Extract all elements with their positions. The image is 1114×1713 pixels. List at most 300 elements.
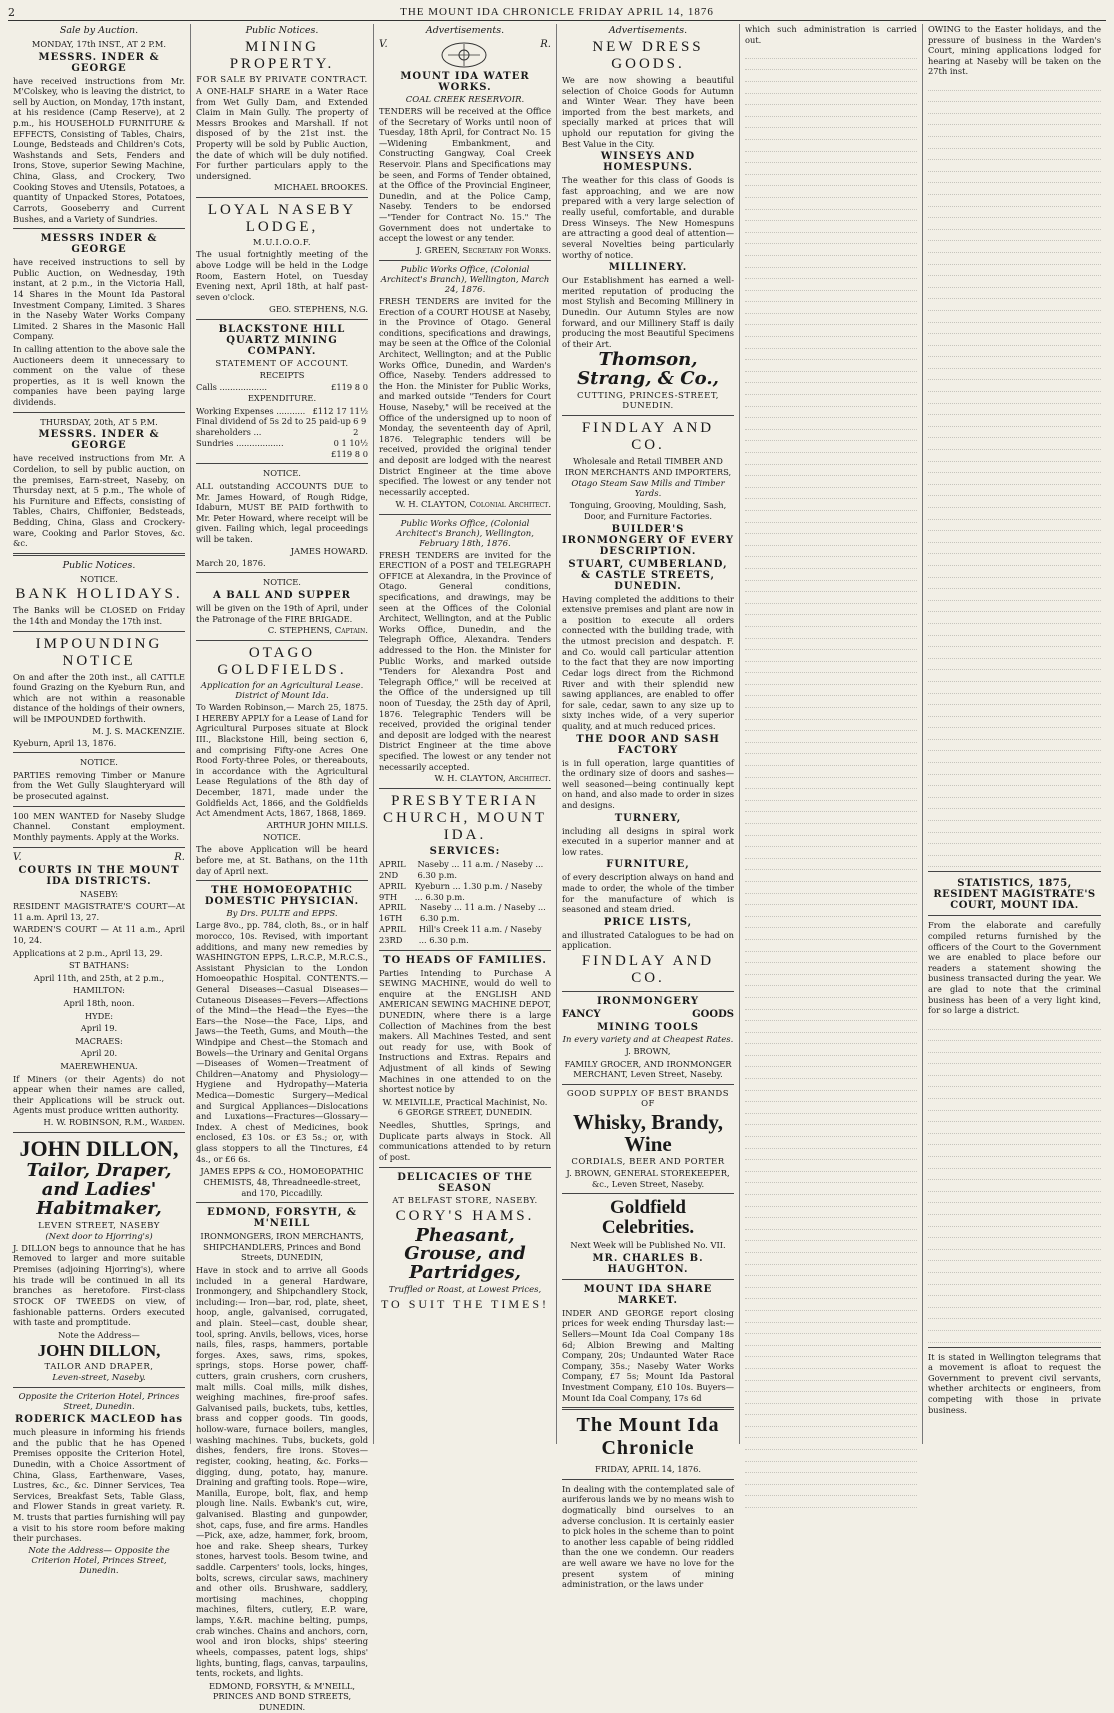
news-text-block xyxy=(928,79,1101,867)
text-line xyxy=(745,94,917,106)
text-line xyxy=(745,349,917,361)
notice-heading: NOTICE. xyxy=(263,831,301,842)
turnery-title: TURNERY, xyxy=(614,812,682,824)
lodge-body: The usual fortnightly meeting of the above Lodge will be held in the Lodge Room, Eastern Hotel, on Tuesday Evening next, April 18th, at half past-seven o'clock. xyxy=(196,249,368,302)
text-line xyxy=(745,928,917,940)
text-line xyxy=(928,1227,1101,1239)
text-line xyxy=(928,717,1101,729)
findlay-title: FINDLAY AND CO. xyxy=(581,420,715,454)
text-line xyxy=(928,751,1101,763)
text-line xyxy=(928,1250,1101,1262)
text-line xyxy=(928,496,1101,508)
text-line xyxy=(745,836,917,848)
text-line xyxy=(745,952,917,964)
text-line xyxy=(928,299,1101,311)
thomson-title: Thomson, Strang, & Co., xyxy=(577,349,719,390)
text-line xyxy=(928,612,1101,624)
text-line xyxy=(928,520,1101,532)
courts-place: MAEREWHENUA. xyxy=(60,1061,138,1072)
text-line xyxy=(745,175,917,187)
delicacies-hams: CORY'S HAMS. xyxy=(395,1207,535,1224)
tenders-body: TENDERS will be received at the Office of the Secretary of Works until noon of Tuesday, 18th April, for Contract No. 15—Widening Embankment, and Constructing Gangway, Coal Creek Reservoir. Plans and Specifications may be seen, and Forms of Tender obtained, at the Office of the Provincial Engineer, Dunedin, and at the Police Camp, Naseby. Tenders to be endorsed—"Tender for Contract No. 15." The Government does not undertake to accept the lowest or any tender. xyxy=(379,106,551,244)
text-line xyxy=(745,499,917,511)
courts-note: If Miners (or their Agents) do not appear when their names are called, their Applications will be struck out. Agents must produce written authority. xyxy=(13,1073,185,1116)
text-line xyxy=(928,357,1101,369)
text-line xyxy=(745,534,917,546)
text-line xyxy=(745,210,917,222)
impounding-body: On and after the 20th inst., all CATTLE found Grazing on the Kyeburn Run, and which are not within a reasonable distance of the holdings of their owners, will be IMPOUNDED forthwith. xyxy=(13,671,185,725)
expenditure-line: Final dividend of 5s 2d to 25 paid-up shareholders ... 6 9 2 xyxy=(196,416,367,438)
celebrities-name: MR. CHARLES B. HAUGHTON. xyxy=(592,1252,704,1275)
text-line xyxy=(745,70,917,82)
text-line xyxy=(745,708,917,720)
courts-line: Applications at 2 p.m., April 13, 29. xyxy=(13,947,163,958)
text-line xyxy=(928,438,1101,450)
auction-body: have received instructions from Mr. A Cordelion, to sell by public auction, on the premises, Earn-street, Naseby, on Thursday next, at 5 p.m., The whole of his Furniture and Effects, consisting of Tables, Chairs, Chiffonier, Bedsteads, Bedding, China, Glass and Crockery-ware, Cooking and Parlor Stoves, &c. &c. xyxy=(13,453,185,549)
text-line xyxy=(745,905,917,917)
paper-title: The Mount Ida Chronicle xyxy=(576,1414,720,1460)
text-line xyxy=(928,114,1101,126)
text-line xyxy=(745,395,917,407)
text-line xyxy=(745,546,917,558)
text-line xyxy=(928,311,1101,323)
text-line xyxy=(745,1311,917,1323)
editorial-text-block xyxy=(745,47,917,1508)
text-line xyxy=(928,1157,1101,1169)
text-line xyxy=(928,404,1101,416)
text-line xyxy=(745,847,917,859)
text-line xyxy=(745,754,917,766)
courts-place: NASEBY: xyxy=(79,888,119,899)
text-line xyxy=(928,1308,1101,1320)
text-line xyxy=(745,383,917,395)
text-line xyxy=(928,1203,1101,1215)
text-line xyxy=(928,450,1101,462)
vr-line: V. R. xyxy=(13,851,185,863)
text-line xyxy=(928,195,1101,207)
text-line xyxy=(745,140,917,152)
men-wanted-notice: 100 MEN WANTED for Naseby Sludge Channel. Constant employment. Monthly payments. Apply at the Works. xyxy=(13,810,185,842)
text-line xyxy=(928,1331,1101,1343)
forsyth-signature: EDMOND, FORSYTH, & M'NEILL, PRINCES AND BOND STREETS, DUNEDIN. xyxy=(209,1680,355,1712)
text-line xyxy=(745,824,917,836)
auction-body: have received instructions to sell by Public Auction, on Wednesday, 19th instant, at 2 p.m., in the Victoria Hall, 14 Shares in the Mount Ida Pastoral Investment Company, Limited. 3 Shares in the Naseby Water Works Company Limited. 2 Shares in the Masonic Hall Company. xyxy=(13,257,185,342)
text-line xyxy=(745,696,917,708)
auction-title: MESSRS INDER & GEORGE xyxy=(40,233,158,256)
auction-note: In calling attention to the above sale the Auctioneers deem it unnecessary to comment on the value of these properties, as it is well known the companies have been paying large dividends. xyxy=(13,344,185,408)
text-line xyxy=(745,975,917,987)
header-title: THE MOUNT IDA CHRONICLE FRIDAY APRIL 14, 1876 xyxy=(400,6,714,18)
text-line xyxy=(745,766,917,778)
text-line xyxy=(928,682,1101,694)
editorial-start: In dealing with the contemplated sale of auriferous lands we by no means wish to dogmatically bind ourselves to an adverse conclusion. It is certainly easier to pick holes in the scheme than to point to another less capable of being riddled than the one we condemn. Our readers are well aware we have no love for the present system of mining administration, or the laws under xyxy=(562,1483,734,1590)
section-heading: Public Notices. xyxy=(245,25,319,36)
impounding-date: Kyeburn, April 13, 1876. xyxy=(13,737,117,748)
text-line xyxy=(745,1357,917,1369)
text-line xyxy=(928,102,1101,114)
text-line xyxy=(745,1392,917,1404)
text-line xyxy=(745,581,917,593)
text-line xyxy=(745,1114,917,1126)
text-line xyxy=(928,334,1101,346)
text-line xyxy=(745,314,917,326)
text-line xyxy=(745,1299,917,1311)
text-line xyxy=(745,1323,917,1335)
text-line xyxy=(745,1044,917,1056)
courts-place: HYDE: xyxy=(84,1010,114,1021)
text-line xyxy=(928,183,1101,195)
text-line xyxy=(928,1261,1101,1273)
column-5 xyxy=(740,24,923,1444)
delicacies-sub: AT BELFAST STORE, NASEBY. xyxy=(392,1195,538,1206)
water-works-sub: COAL CREEK RESERVOIR. xyxy=(405,95,525,105)
statistics-body: From the elaborate and carefully compiled returns furnished by the officers of the Court to the Government we are enabled to place before our readers a statement showing the business transacted during the year. We are glad to note that the criminal business has been of a very light kind, for so large a district. xyxy=(928,920,1101,1016)
statistics-title: STATISTICS, 1875, RESIDENT MAGISTRATE'S COURT, MOUNT IDA. xyxy=(933,878,1096,912)
text-line xyxy=(745,731,917,743)
text-line xyxy=(745,1496,917,1508)
tools-body: In every variety and at Cheapest Rates. xyxy=(562,1035,734,1046)
dress-title: NEW DRESS GOODS. xyxy=(592,39,704,72)
brown-address: J. BROWN, GENERAL STOREKEEPER, &c., Leven Street, Naseby. xyxy=(566,1168,730,1189)
price-body: and illustrated Catalogues to be had on application. xyxy=(562,929,734,951)
wincey-title: WINSEYS AND HOMESPUNS. xyxy=(600,151,696,174)
furniture-title: FURNITURE, xyxy=(606,859,690,871)
macleod-title: RODERICK MACLEOD has xyxy=(14,1414,184,1426)
text-line xyxy=(745,360,917,372)
text-line xyxy=(928,241,1101,253)
post-office-tender: FRESH TENDERS are invited for the ERECTION of a POST and TELEGRAPH OFFICE at Alexandra, in the Province of Otago. General conditions, specifications, and drawings, may be seen at the Offices of the Colonial Architect, Wellington, and at the Public Works Office, Dunedin, and the Telegraph Office, Alexandra. Tenders addressed to the Hon. the Minister for Public Works, and marked outside "Tenders for Alexandra Post and Telegraph Office," will be received at the Office of the undersigned up till noon of Tuesday, the 25th day of April, 1876. Telegraphic Tenders will be received, provided the original tender and deposit are lodged with the nearest District Engineer at the time above specified. The lowest or any tender not necessarily accepted. xyxy=(379,549,551,772)
courts-line: April 19. xyxy=(80,1023,118,1034)
text-line xyxy=(928,346,1101,358)
text-line xyxy=(928,554,1101,566)
text-line xyxy=(928,647,1101,659)
text-line xyxy=(745,1149,917,1161)
text-line xyxy=(745,1450,917,1462)
text-line xyxy=(745,882,917,894)
vr-line: V. R. xyxy=(379,39,551,69)
thomson-sub: CUTTING, PRINCES-STREET, DUNEDIN. xyxy=(577,391,719,412)
dillon-address-2: Leven-street, Naseby. xyxy=(52,1373,146,1384)
courts-line: April 20. xyxy=(80,1048,118,1059)
text-line xyxy=(745,1462,917,1474)
dillon-address: LEVEN STREET, NASEBY xyxy=(38,1220,160,1231)
church-title: PRESBYTERIAN CHURCH, MOUNT IDA. xyxy=(382,793,547,844)
text-line xyxy=(928,415,1101,427)
pwo-heading: Public Works Office, (Colonial Architect's Branch), Wellington, February 18th, 1876. xyxy=(396,518,534,549)
text-line xyxy=(745,128,917,140)
text-line xyxy=(745,1288,917,1300)
delicacies-fancy: Pheasant, Grouse, and Partridges, xyxy=(404,1224,526,1284)
accounts-body: ALL outstanding ACCOUNTS DUE to Mr. James Howard, of Rough Ridge, Idaburn, MUST BE PAID forthwith to Mr. Peter Howard, where receipt will be given. Failing which, legal proceedings will be taken. xyxy=(196,481,368,545)
dillon-name-2: JOHN DILLON, xyxy=(37,1341,161,1361)
text-line xyxy=(928,392,1101,404)
text-line xyxy=(745,1404,917,1416)
editorial-continuation: which such administration is carried out. xyxy=(745,24,917,45)
lodge-signature: GEO. STEPHENS, N.G. xyxy=(268,304,368,315)
courts-signature: H. W. ROBINSON, R.M., Warden. xyxy=(43,1118,185,1129)
text-line xyxy=(928,79,1101,91)
text-line xyxy=(745,1056,917,1068)
text-line xyxy=(745,1415,917,1427)
expenditure-heading: EXPENDITURE. xyxy=(247,392,317,403)
text-line xyxy=(745,279,917,291)
text-line xyxy=(745,812,917,824)
millinery-title: MILLINERY. xyxy=(608,262,688,274)
text-line xyxy=(928,636,1101,648)
text-line xyxy=(928,624,1101,636)
door-title: THE DOOR AND SASH FACTORY xyxy=(576,733,720,756)
text-line xyxy=(928,160,1101,172)
text-line xyxy=(928,809,1101,821)
text-line xyxy=(928,473,1101,485)
church-sub: SERVICES: xyxy=(429,846,501,858)
accounts-date: March 20, 1876. xyxy=(196,557,266,568)
text-line xyxy=(745,511,917,523)
text-line xyxy=(745,986,917,998)
text-line xyxy=(928,670,1101,682)
quartz-title: BLACKSTONE HILL QUARTZ MINING COMPANY. xyxy=(218,323,346,357)
text-line xyxy=(928,508,1101,520)
text-line xyxy=(928,1296,1101,1308)
whisky-title: Whisky, Brandy, Wine xyxy=(573,1109,723,1156)
homeopathic-body: Large 8vo., pp. 784, cloth, 8s., or in half morocco, 10s. Revised, with important additions, and many new remedies by WASHINGTON EPPS, L.R.C.P., M.R.C.S., Assistant Physician to the London Homoeopathic Hospital. CONTENTS.—General Diseases—Casual Diseases—Cutaneous Diseases—Fevers—Affections of the Mind—the Head—the Eyes—the Ears—the Nose—the Face, Lips, and Jaws—the Teeth, Gums, and Mouth—the Windpipe and Chest—the Stomach and Bowels—the Urinary and Genital Organs—Diseases of Women—Treatment of Children—Anatomy and Physiology—Hygiene and Hydropathy—Materia Medica—Domestic Surgery—Medical and Surgical Appliances—Dislocations and Luxations—Fractures—Glossary—Index. A chest of Medicines, book enclosed, £3 10s. or £3 5s.; or, with glass stoppers to all the Tinctures, £4 4s., or £6 6s. xyxy=(196,920,368,1164)
text-line xyxy=(928,1319,1101,1331)
macleod-note: Note the Address— Opposite the Criterion Hotel, Princes Street, Dunedin. xyxy=(28,1545,170,1576)
ironmongery-title: IRONMONGERY xyxy=(596,996,700,1008)
service-row: APRIL 16TH Naseby ... 11 a.m. / Naseby ... 6.30 p.m. xyxy=(379,902,546,924)
expenditure-line: Sundries .................. 0 1 10½ xyxy=(196,437,368,448)
text-line xyxy=(928,207,1101,219)
statistics-text-block xyxy=(928,1018,1101,1343)
auction-body: have received instructions from Mr. M'Colskey, who is leaving the district, to sell by Auction, on Monday, 17th instant, at his residence (Camp Reserve), at 2 p.m., his HOUSEHOLD FURNITURE & EFFECTS, Consisting of Tables, Chairs, Lounge, Bedsteads and Children's Cots, Washstands and Sets, Fenders and Irons, Stove, superior Sewing Machine, China, Glass, and Crockery, Two Cooking Stoves and Utensils, Potatoes, a quantity of Unpacked Stores, Potatoes, Carrots, Gooseberry and Current Bushes, and a Variety of Sundries. xyxy=(13,75,185,224)
royal-crest-icon xyxy=(434,39,494,69)
ball-title: A BALL AND SUPPER xyxy=(213,589,351,601)
cordials-line: CORDIALS, BEER AND PORTER xyxy=(571,1157,725,1167)
text-line xyxy=(745,337,917,349)
text-line xyxy=(928,1215,1101,1227)
text-line xyxy=(928,1122,1101,1134)
text-line xyxy=(745,163,917,175)
auction-title: MESSRS. INDER & GEORGE xyxy=(38,51,160,74)
auction-date: THURSDAY, 20th, AT 5 P.M. xyxy=(40,416,158,427)
ball-signature: C. STEPHENS, Captain. xyxy=(267,626,368,637)
furniture-body: of every description always on hand and made to order, the whole of the timber for the manufacture of which is seasoned and steam dried. xyxy=(562,872,734,915)
receipts-heading: RECEIPTS xyxy=(259,369,305,380)
court-house-signature: W. H. CLAYTON, Colonial Architect. xyxy=(395,499,551,510)
millinery-body: Our Establishment has earned a well-merited reputation of producing the most Stylish and Becoming Millinery in Dunedin. Our Autumn Styles are now forward, and our Millinery Staff is daily producing the most Beautiful Specimens of their Art. xyxy=(562,275,734,349)
expenditure-line: Working Expenses ........... £112 17 11½ xyxy=(196,405,368,416)
text-line xyxy=(745,592,917,604)
text-line xyxy=(928,276,1101,288)
dress-body: We are now showing a beautiful selection of Choice Goods for Autumn and Winter Wear. They have been imported from the best markets, and specially marked at prices that will uphold our reputation for giving the Best Value in the City. xyxy=(562,75,734,149)
text-line xyxy=(745,233,917,245)
goldfields-sub: Application for an Agricultural Lease. District of Mount Ida. xyxy=(200,681,364,702)
text-line xyxy=(745,1241,917,1253)
forsyth-body: Have in stock and to arrive all Goods included in a general Hardware, Ironmongery, and Shipchandlery Stock, including:— Iron—bar, rod, plate, sheet, hoop, angle, galvanised, corrugated, and plain. Steel—cast, double shear, tool, spring. Anvils, bellows, vices, horse nails, files, rasps, hammers, portable forges. Axes, saws, rims, spokes, springs, stops. Horse power, chaff-cutters, grain crushers, corn crushers, malt mills. Coal mills, milk dishes, weighing machines, fire-proof safes. Galvanised pails, buckets, tubs, kettles, brass and copper goods. Tin goods, hollow-ware, furnace boilers, mangles, washing machines. Tubs, buckets, gold dishes, fenders, fire irons. Stoves—register, cooking, heating, &c. Forks—digging, dung, potato, hay, manure. Draining and grafting tools. Rope—wire, Manilla, Europe, bolt, flax, and hemp plough line. Nails. Ewbank's cut, wire, galvanised. Blasting and gunpowder, shot, caps, fuse, and fire arms. Handles—Pick, axe, adze, hammer, fork, broom, hoe and rake. Sheep shears, Turkey stones, harvest tools. Besom twine, and saddle. Carpenters' tools, locks, hinges, bolts, screws, circular saws, machinery and other oils. Brushware, saddlery, mortising machines, chopping machines, filters, cutlery, E.P. ware, lamps, Y.&R. machine belting, pumps, crab winches. Chains and anchors, corn, wool and iron blocks, ships' steering wheels, compasses, patent logs, ships' lights, bunting, flags, canvas, tarpaulins, tents, rockets, and lights. xyxy=(196,1264,368,1679)
text-line xyxy=(745,557,917,569)
text-line xyxy=(928,1180,1101,1192)
text-line xyxy=(928,1134,1101,1146)
text-line xyxy=(928,230,1101,242)
text-line xyxy=(745,894,917,906)
text-line xyxy=(928,1169,1101,1181)
text-line xyxy=(745,268,917,280)
text-line xyxy=(928,1030,1101,1042)
dillon-trade-2: TAILOR AND DRAPER, xyxy=(44,1362,154,1373)
courts-place: HAMILTON: xyxy=(73,985,125,996)
text-line xyxy=(928,137,1101,149)
text-line xyxy=(928,380,1101,392)
text-line xyxy=(928,91,1101,103)
paper-date: FRIDAY, APRIL 14, 1876. xyxy=(594,1464,702,1475)
text-line xyxy=(745,673,917,685)
text-line xyxy=(745,302,917,314)
text-line xyxy=(928,1145,1101,1157)
text-line xyxy=(928,218,1101,230)
section-heading: Advertisements. xyxy=(425,25,505,36)
text-line xyxy=(928,149,1101,161)
page-number: 2 xyxy=(8,5,15,19)
quartz-sub: STATEMENT OF ACCOUNT. xyxy=(215,358,349,369)
text-line xyxy=(745,465,917,477)
tenders-signature: J. GREEN, Secretary for Works. xyxy=(416,245,551,256)
text-line xyxy=(745,1230,917,1242)
forsyth-sub: IRONMONGERS, IRON MERCHANTS, SHIPCHANDLERS, Princes and Bond Streets, DUNEDIN, xyxy=(200,1231,364,1263)
text-line xyxy=(928,775,1101,787)
text-line xyxy=(745,743,917,755)
dillon-name: JOHN DILLON, xyxy=(19,1136,179,1162)
text-line xyxy=(928,763,1101,775)
findlay-line: Tonguing, Grooving, Moulding, Sash, Door, and Furniture Factories. xyxy=(569,500,727,522)
text-line xyxy=(745,1381,917,1393)
text-line xyxy=(928,786,1101,798)
text-line xyxy=(745,430,917,442)
wellington-notice: It is stated in Wellington telegrams that a movement is afloat to request the Government to prevent civil servants, whether architects or engineers, from competing with those in private business. xyxy=(928,1351,1101,1415)
families-body: Parties Intending to Purchase A SEWING MACHINE, would do well to enquire at the ENGLISH AND AMERICAN SEWING MACHINE DEPOT, DUNEDIN, where there is a large Collection of Machines from the best makers. All Machines Tested, and sent out ready for use, with Book of Instructions and Extras. Repairs and Adjustment of all kinds of Sewing Machines in one attended to on the shortest notice by xyxy=(379,967,551,1095)
pwo-heading: Public Works Office, (Colonial Architect's Branch), Wellington, March 24, 1876. xyxy=(380,264,550,295)
text-line xyxy=(928,589,1101,601)
findlay-sub2: Otago Steam Saw Mills and Timber Yards. xyxy=(571,479,725,500)
text-line xyxy=(928,578,1101,590)
delicacies-footer: TO SUIT THE TIMES! xyxy=(380,1297,550,1312)
text-line xyxy=(928,1285,1101,1297)
stuart-title: STUART, CUMBERLAND, & CASTLE STREETS, DUNEDIN. xyxy=(568,558,728,592)
text-line xyxy=(745,47,917,59)
stuart-body: Having completed the additions to their extensive premises and plant are now in a position to execute all orders connected with the building trade, with the utmost precision and despatch. F. and Co. would call particular attention to the fact that they are now importing Cedar logs direct from the Richmond River and with their splendid new sawing appliances, are enabled to offer for sale, cedar, sawn to any size up to sixty inches wide, of a very superior quality, and at much reduced prices. xyxy=(562,593,734,731)
column-2 xyxy=(191,24,374,1712)
text-line xyxy=(745,1334,917,1346)
text-line xyxy=(745,1172,917,1184)
door-body: is in full operation, large quantities of the ordinary size of doors and sashes—well seasoned—being continually kept on hand, and also made to order in sizes and designs. xyxy=(562,757,734,810)
dillon-note: Note the Address— xyxy=(58,1329,140,1340)
service-row: APRIL 2ND Naseby ... 11 a.m. / Naseby ... 6.30 p.m. xyxy=(379,859,544,881)
text-line xyxy=(745,117,917,129)
ball-body: will be given on the 19th of April, under the Patronage of the FIRE BRIGADE. xyxy=(196,602,368,624)
courts-place: ST BATHANS: xyxy=(69,960,129,971)
text-line xyxy=(745,105,917,117)
text-line xyxy=(745,441,917,453)
text-line xyxy=(928,427,1101,439)
text-line xyxy=(745,662,917,674)
text-line xyxy=(745,1125,917,1137)
text-line xyxy=(745,998,917,1010)
text-line xyxy=(745,372,917,384)
homeopathic-title: THE HOMOEOPATHIC DOMESTIC PHYSICIAN. xyxy=(204,885,360,908)
text-line xyxy=(745,198,917,210)
text-line xyxy=(745,650,917,662)
text-line xyxy=(745,627,917,639)
celebrities-title: Goldfield Celebrities. xyxy=(601,1197,695,1239)
goldfields-title: OTAGO GOLDFIELDS. xyxy=(217,645,347,679)
column-3 xyxy=(374,24,557,1444)
mining-tools-title: MINING TOOLS xyxy=(597,1022,699,1034)
goldfields-body: To Warden Robinson,— March 25, 1875. I HEREBY APPLY for a Lease of Land for Agricultural Purposes situate at Block III., Blackstone Hill, being section 6, and comprising Fifty-one Acres One Rood Forty-three Poles, or thereabouts, in accordance with the Agricultural Lease Regulations of the 8th day of December, 1871, made under the Goldfields Act, 1866, and the Goldfields Act Amendment Acts, 1867, 1868, 1869. xyxy=(196,702,368,819)
court-house-tender: FRESH TENDERS are invited for the Erection of a COURT HOUSE at Naseby, in the Province of Otago. General conditions, specifications and drawings, may be seen at the Office of the Colonial Architect, Wellington; and at the Public Works Office, Dunedin, and Warden's Office, Naseby. Tenders addressed to the Hon. the Minister for Public Works, and marked outside "Tenders for Court House, Naseby," will be received at the Office of the undersigned up to noon of Monday, the seventeenth day of April, 1876. Telegraphic tenders will be received, provided the original tender and deposit are lodged with the nearest District Engineer at the time above specified. The lowest or any tender not necessarily accepted. xyxy=(379,295,551,497)
text-line xyxy=(745,1091,917,1103)
text-line xyxy=(745,1010,917,1022)
share-market-title: MOUNT IDA SHARE MARKET. xyxy=(583,1283,713,1306)
homeopathic-signature: JAMES EPPS & CO., HOMOEOPATHIC CHEMISTS, 48, Threadneedle-street, and 170, Piccadilly. xyxy=(200,1166,364,1198)
text-line xyxy=(745,1137,917,1149)
delicacies-title: DELICACIES OF THE SEASON xyxy=(397,1171,533,1194)
text-line xyxy=(928,694,1101,706)
text-line xyxy=(928,728,1101,740)
whisky-pre: GOOD SUPPLY OF BEST BRANDS OF xyxy=(566,1088,730,1109)
text-line xyxy=(745,1253,917,1265)
celebrities-sub: Next Week will be Published No. VII. xyxy=(570,1240,726,1251)
text-line xyxy=(745,523,917,535)
text-line xyxy=(928,566,1101,578)
courts-line: April 11th, and 25th, at 2 p.m., xyxy=(33,972,165,983)
text-line xyxy=(745,82,917,94)
impounding-title: IMPOUNDING NOTICE xyxy=(35,635,163,669)
bank-holidays-title: BANK HOLIDAYS. xyxy=(15,586,183,603)
brown-body: FAMILY GROCER, AND IRONMONGER MERCHANT, Leven Street, Naseby. xyxy=(564,1058,732,1080)
notice-heading: NOTICE. xyxy=(263,577,301,588)
text-line xyxy=(928,856,1101,868)
text-line xyxy=(745,1218,917,1230)
text-line xyxy=(745,940,917,952)
families-note: Needles, Shuttles, Springs, and Duplicate parts always in Stock. All communications attended to by return of post. xyxy=(379,1120,551,1162)
courts-line: RESIDENT MAGISTRATE'S COURT—At 11 a.m. April 13, 27. xyxy=(13,901,185,922)
text-line xyxy=(745,1067,917,1079)
text-line xyxy=(928,659,1101,671)
expenditure-total: £119 8 0 xyxy=(331,448,368,459)
text-line xyxy=(928,1192,1101,1204)
text-line xyxy=(745,1276,917,1288)
mining-signature: MICHAEL BROOKES. xyxy=(273,183,368,194)
text-line xyxy=(745,221,917,233)
post-office-signature: W. H. CLAYTON, Architect. xyxy=(434,774,551,785)
text-line xyxy=(928,1238,1101,1250)
water-works-title: MOUNT IDA WATER WORKS. xyxy=(400,71,530,93)
notice-heading: NOTICE. xyxy=(80,757,118,768)
text-line xyxy=(745,720,917,732)
lodge-title: LOYAL NASEBY LODGE, xyxy=(207,202,357,236)
text-line xyxy=(928,833,1101,845)
impounding-signature: M. J. S. MACKENZIE. xyxy=(92,726,185,737)
parties-notice: PARTIES removing Timber or Manure from the Wet Gully Slaughteryard will be prosecuted against. xyxy=(13,769,185,802)
text-line xyxy=(928,1087,1101,1099)
notice-heading: NOTICE. xyxy=(80,573,118,584)
text-line xyxy=(745,152,917,164)
easter-notice: OWING to the Easter holidays, and the pressure of business in the Warden's Court, mining applications lodged for hearing at Naseby will be taken on the 27th inst. xyxy=(928,24,1101,77)
text-line xyxy=(745,256,917,268)
notice-heading: NOTICE. xyxy=(263,468,301,479)
turnery-body: including all designs in spiral work executed in a superior manner and at low rates. xyxy=(562,825,734,857)
dillon-trade: Tailor, Draper, and Ladies' Habitmaker, xyxy=(26,1160,172,1219)
macleod-body: much pleasure in informing his friends and the public that he has Opened Premises opposite the Criterion Hotel, Dunedin, with a Choice Assortment of China, Glass, Earthenware, Vases, Lustres, &c., &c. Dinner Services, Tea Services, Breakfast Sets, Table Glass, and Flower Stands in great variety. R. M. trusts that parties furnishing will pay a visit to his store room before making their purchases. xyxy=(13,1427,185,1544)
